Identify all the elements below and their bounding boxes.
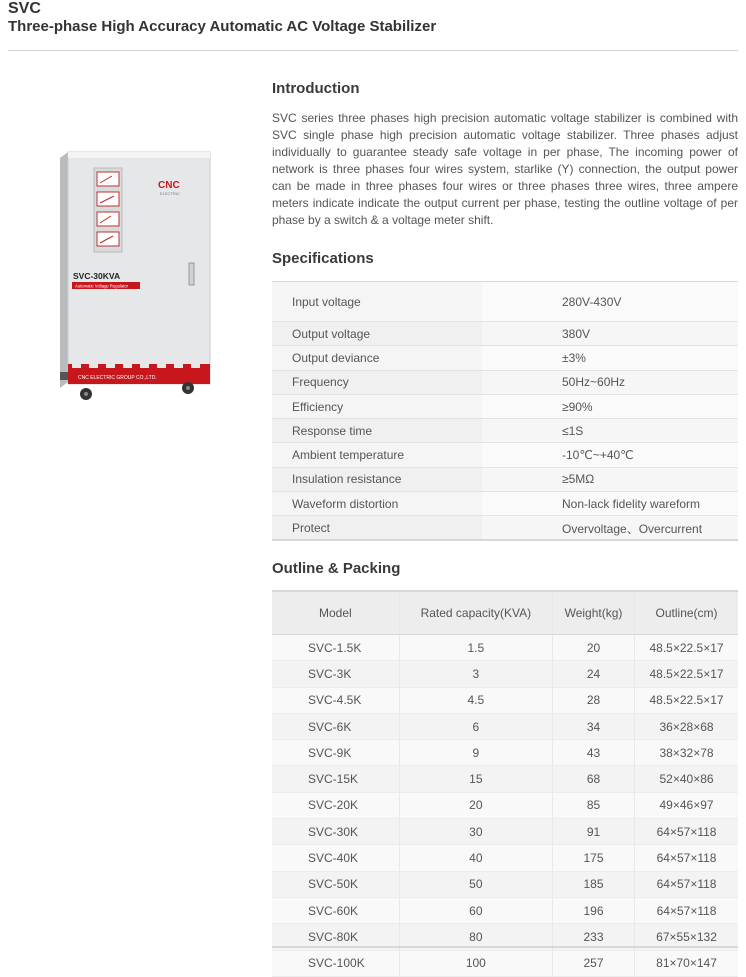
- spec-label: Insulation resistance: [272, 467, 482, 491]
- spec-row: [272, 467, 738, 491]
- spec-row: [272, 346, 738, 370]
- table-cell: 175: [552, 845, 634, 871]
- spec-value: ±3%: [482, 346, 738, 370]
- spec-label: Frequency: [272, 370, 482, 394]
- introduction-text: SVC series three phases high precision automatic voltage stabilizer is combined with SVC single phase high precision automatic voltage stabilizer. Three phases adjust individually to guarantee steady safe voltage in per phase, The incoming power of network is three phases four wires system, starlike (Y) connection, the output power can be made in three phases four wires or three phases three wires, three ampere meters indicate indicate the output current per phase, testing the outline voltage of per phase by a switch & a voltage meter shift.: [272, 111, 738, 227]
- table-cell: 81×70×147: [635, 950, 738, 976]
- column-header: Weight(kg): [552, 591, 634, 635]
- table-cell: 48.5×22.5×17: [635, 661, 738, 687]
- table-cell: 6: [399, 713, 552, 739]
- spec-row: [272, 282, 738, 322]
- table-row: [272, 687, 738, 713]
- table-cell: 85: [552, 792, 634, 818]
- table-cell: 36×28×68: [635, 713, 738, 739]
- table-cell: 80: [399, 924, 552, 950]
- table-cell: 34: [552, 713, 634, 739]
- header-divider: [8, 50, 738, 51]
- specifications-table: [272, 282, 738, 541]
- table-cell: 28: [552, 687, 634, 713]
- table-row: [272, 740, 738, 766]
- page-title: SVC: [8, 0, 41, 17]
- table-cell: 48.5×22.5×17: [635, 635, 738, 661]
- spec-label: Efficiency: [272, 394, 482, 418]
- table-cell: SVC-20K: [272, 792, 399, 818]
- table-cell: 48.5×22.5×17: [635, 687, 738, 713]
- table-cell: 43: [552, 740, 634, 766]
- table-cell: 257: [552, 950, 634, 976]
- spec-label: Output voltage: [272, 322, 482, 346]
- table-cell: 185: [552, 871, 634, 897]
- spec-label: Response time: [272, 419, 482, 443]
- table-cell: 30: [399, 819, 552, 845]
- table-cell: 38×32×78: [635, 740, 738, 766]
- spec-label: Output deviance: [272, 346, 482, 370]
- table-cell: 15: [399, 766, 552, 792]
- spec-label: Protect: [272, 516, 482, 540]
- table-cell: 52×40×86: [635, 766, 738, 792]
- spec-value: ≥90%: [482, 394, 738, 418]
- packing-heading: Outline & Packing: [272, 560, 401, 577]
- table-cell: 196: [552, 897, 634, 923]
- table-cell: SVC-100K: [272, 950, 399, 976]
- table-row: [272, 635, 738, 661]
- spec-value: ≤1S: [482, 419, 738, 443]
- introduction-heading: Introduction: [272, 80, 360, 97]
- table-cell: 4.5: [399, 687, 552, 713]
- column-header: Rated capacity(KVA): [399, 591, 552, 635]
- table-row: [272, 897, 738, 923]
- table-cell: 64×57×118: [635, 845, 738, 871]
- table-row: [272, 950, 738, 976]
- spec-value: 280V-430V: [482, 282, 738, 322]
- spec-row: [272, 516, 738, 540]
- spec-label: Waveform distortion: [272, 492, 482, 516]
- table-cell: 3: [399, 661, 552, 687]
- table-cell: SVC-6K: [272, 713, 399, 739]
- table-cell: 91: [552, 819, 634, 845]
- plate-strip: Automatic Voltage Regulator: [75, 283, 129, 289]
- table-row: [272, 871, 738, 897]
- table-cell: SVC-60K: [272, 897, 399, 923]
- spec-value: Non-lack fidelity wareform: [482, 492, 738, 516]
- table-cell: 50: [399, 871, 552, 897]
- spec-bottom-rule: [272, 539, 738, 541]
- table-cell: SVC-40K: [272, 845, 399, 871]
- brand-logo: CNC: [158, 180, 180, 191]
- table-cell: SVC-30K: [272, 819, 399, 845]
- table-cell: 49×46×97: [635, 792, 738, 818]
- spec-row: [272, 322, 738, 346]
- pack-bottom-rule: [272, 946, 738, 948]
- table-cell: SVC-80K: [272, 924, 399, 950]
- table-cell: SVC-9K: [272, 740, 399, 766]
- table-cell: 233: [552, 924, 634, 950]
- spec-value: 50Hz~60Hz: [482, 370, 738, 394]
- table-cell: SVC-4.5K: [272, 687, 399, 713]
- spec-row: [272, 394, 738, 418]
- table-cell: 20: [552, 635, 634, 661]
- table-cell: 24: [552, 661, 634, 687]
- table-cell: 1.5: [399, 635, 552, 661]
- table-cell: 60: [399, 897, 552, 923]
- spec-value: -10℃~+40℃: [482, 443, 738, 467]
- spec-value: ≥5MΩ: [482, 467, 738, 491]
- packing-table: [272, 590, 738, 977]
- spec-value: 380V: [482, 322, 738, 346]
- spec-row: [272, 492, 738, 516]
- table-cell: 64×57×118: [635, 897, 738, 923]
- table-row: [272, 845, 738, 871]
- model-plate: SVC-30KVA: [73, 271, 121, 281]
- table-cell: 20: [399, 792, 552, 818]
- table-row: [272, 792, 738, 818]
- specifications-heading: Specifications: [272, 250, 374, 267]
- page-subtitle: Three-phase High Accuracy Automatic AC Voltage Stabilizer: [8, 18, 437, 35]
- spec-label: Input voltage: [272, 282, 482, 322]
- table-cell: 40: [399, 845, 552, 871]
- table-cell: 64×57×118: [635, 819, 738, 845]
- table-row: [272, 819, 738, 845]
- table-cell: SVC-15K: [272, 766, 399, 792]
- spec-row: [272, 370, 738, 394]
- table-row: [272, 713, 738, 739]
- table-cell: SVC-3K: [272, 661, 399, 687]
- column-header: Model: [272, 591, 399, 635]
- spec-row: [272, 419, 738, 443]
- table-row: [272, 661, 738, 687]
- spec-value: Overvoltage、Overcurrent: [482, 516, 738, 540]
- table-cell: 64×57×118: [635, 871, 738, 897]
- table-row: [272, 766, 738, 792]
- table-cell: SVC-1.5K: [272, 635, 399, 661]
- spec-row: [272, 443, 738, 467]
- table-cell: 68: [552, 766, 634, 792]
- brand-sub: ELECTRIC: [160, 191, 180, 196]
- table-cell: 100: [399, 950, 552, 976]
- table-cell: 67×55×132: [635, 924, 738, 950]
- cabinet-footer: CNC ELECTRIC GROUP CO.,LTD.: [78, 375, 157, 381]
- table-cell: 9: [399, 740, 552, 766]
- spec-label: Ambient temperature: [272, 443, 482, 467]
- column-header: Outline(cm): [635, 591, 738, 635]
- product-image: [56, 150, 216, 405]
- table-cell: SVC-50K: [272, 871, 399, 897]
